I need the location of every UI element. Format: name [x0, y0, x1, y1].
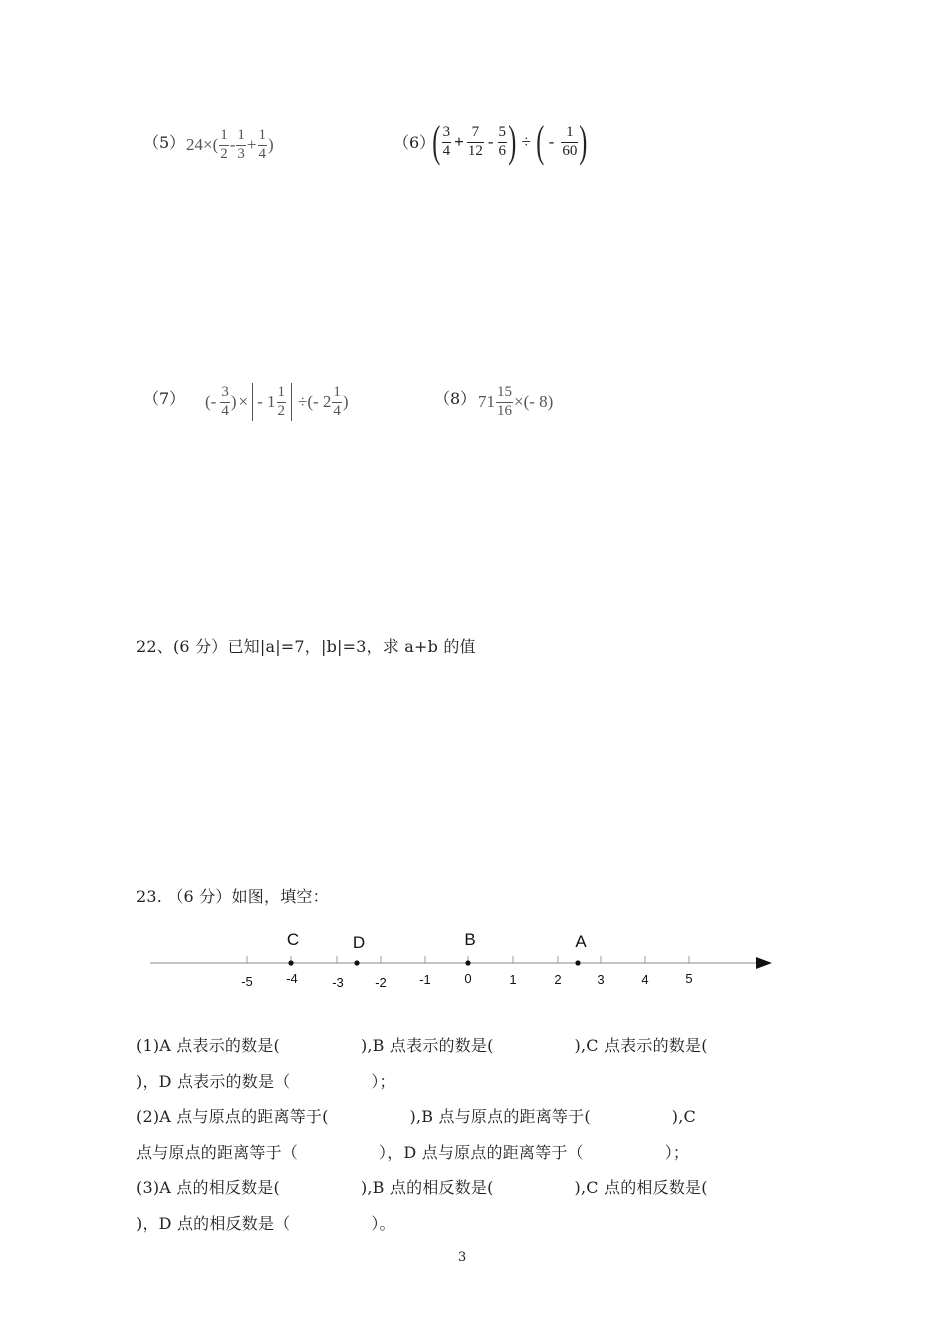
problem-8-expression [478, 385, 553, 420]
tick-label: 0 [464, 971, 472, 986]
number-line [0, 920, 950, 1000]
tick-label: 5 [685, 971, 693, 986]
points [287, 930, 587, 966]
problem-7-expression [205, 383, 349, 421]
p7-close1: ) [230, 392, 237, 411]
tick-label: -5 [241, 974, 253, 989]
p7-fraction-1: $\frac{3}{4}$ [221, 383, 229, 419]
tick-label: 1 [509, 972, 517, 987]
p5-times: ×( [203, 135, 219, 155]
tick-label: -1 [419, 972, 431, 987]
p5-op2: + [246, 135, 257, 155]
p6-div: ÷ [521, 132, 532, 151]
q23-line-6: )，D 点的相反数是（ ）。 [136, 1213, 396, 1233]
point-d-label: D [352, 933, 366, 952]
arrow-right-icon [756, 957, 772, 969]
p6-fraction-2: $\frac{7}{12}$ [467, 123, 483, 159]
q23-line-4: 点与原点的距离等于（ ），D 点与原点的距离等于（ ）； [136, 1142, 690, 1162]
p5-op1: - [229, 135, 236, 155]
point-b-label: B [464, 930, 476, 949]
p6-paren-open: ( [432, 117, 441, 166]
problem-6-label: （6） [393, 133, 436, 152]
p8-rest: ×(- 8) [514, 392, 554, 412]
question-23-title: 23. （6 分）如图，填空： [136, 887, 329, 906]
q23-line-1: (1)A 点表示的数是( ),B 点表示的数是( ),C 点表示的数是( [136, 1036, 708, 1055]
p6-paren-open-2: ( [536, 117, 545, 166]
tick-label: 4 [641, 972, 649, 987]
tick-label: -2 [375, 975, 387, 990]
p6-fraction-3: $\frac{5}{6}$ [498, 123, 507, 159]
p5-lead: 24 [186, 135, 203, 155]
tick-labels [241, 971, 692, 990]
p6-neg: - [548, 132, 555, 151]
p7-div: ÷(- 2 [298, 392, 332, 411]
q23-line-3: (2)A 点与原点的距离等于( ),B 点与原点的距离等于( ),C [136, 1107, 696, 1126]
p6-fraction-4: $\frac{1}{60}$ [562, 123, 578, 159]
p7-close2: ) [342, 392, 349, 411]
point-b-dot [465, 960, 470, 965]
p5-fraction-3: $\frac{1}{4}$ [258, 127, 267, 162]
p7-fraction-2: $\frac{1}{2}$ [277, 383, 286, 419]
p5-fraction-1: $\frac{1}{2}$ [220, 127, 228, 162]
tick-label: 2 [554, 972, 562, 987]
point-a-dot [575, 960, 580, 965]
point-a-label: A [575, 932, 587, 951]
page-number: 3 [458, 1250, 467, 1265]
problem-6-expression [432, 117, 588, 166]
p7-bar-left [252, 383, 253, 421]
problem-5-label: （5） [143, 133, 186, 152]
p6-paren-close: ) [508, 117, 517, 166]
q23-line-2: )，D 点表示的数是（ ）； [136, 1071, 396, 1091]
p7-neg: - 1 [257, 392, 276, 411]
tick-label: -3 [332, 975, 344, 990]
p6-op1: + [454, 132, 464, 151]
problem-8-label: （8） [434, 389, 477, 408]
p8-whole: 71 [478, 392, 495, 412]
p7-open: (- [205, 392, 217, 411]
p5-fraction-2: $\frac{1}{3}$ [237, 127, 245, 162]
problem-7-label: （7） [143, 389, 186, 408]
point-c-dot [288, 960, 293, 965]
p5-close: ) [268, 135, 274, 155]
p7-bar-right [291, 383, 292, 421]
question-23-blanks [136, 1028, 796, 1241]
p6-paren-close-2: ) [579, 117, 588, 166]
p6-op2: - [487, 132, 494, 151]
tick-label: -4 [286, 971, 298, 986]
tick-label: 3 [597, 972, 605, 987]
p8-fraction: $\frac{15}{16}$ [497, 384, 512, 419]
p7-times: × [238, 392, 249, 411]
point-d-dot [354, 960, 359, 965]
problem-5-expression [186, 128, 274, 163]
point-c-label: C [286, 930, 300, 949]
q23-line-5: (3)A 点的相反数是( ),B 点的相反数是( ),C 点的相反数是( [136, 1178, 708, 1197]
p7-fraction-3: $\frac{1}{4}$ [333, 383, 341, 419]
p6-fraction-1: $\frac{3}{4}$ [442, 123, 451, 159]
question-22: 22、(6 分）已知|a|=7，|b|=3，求 a+b 的值 [136, 637, 476, 656]
